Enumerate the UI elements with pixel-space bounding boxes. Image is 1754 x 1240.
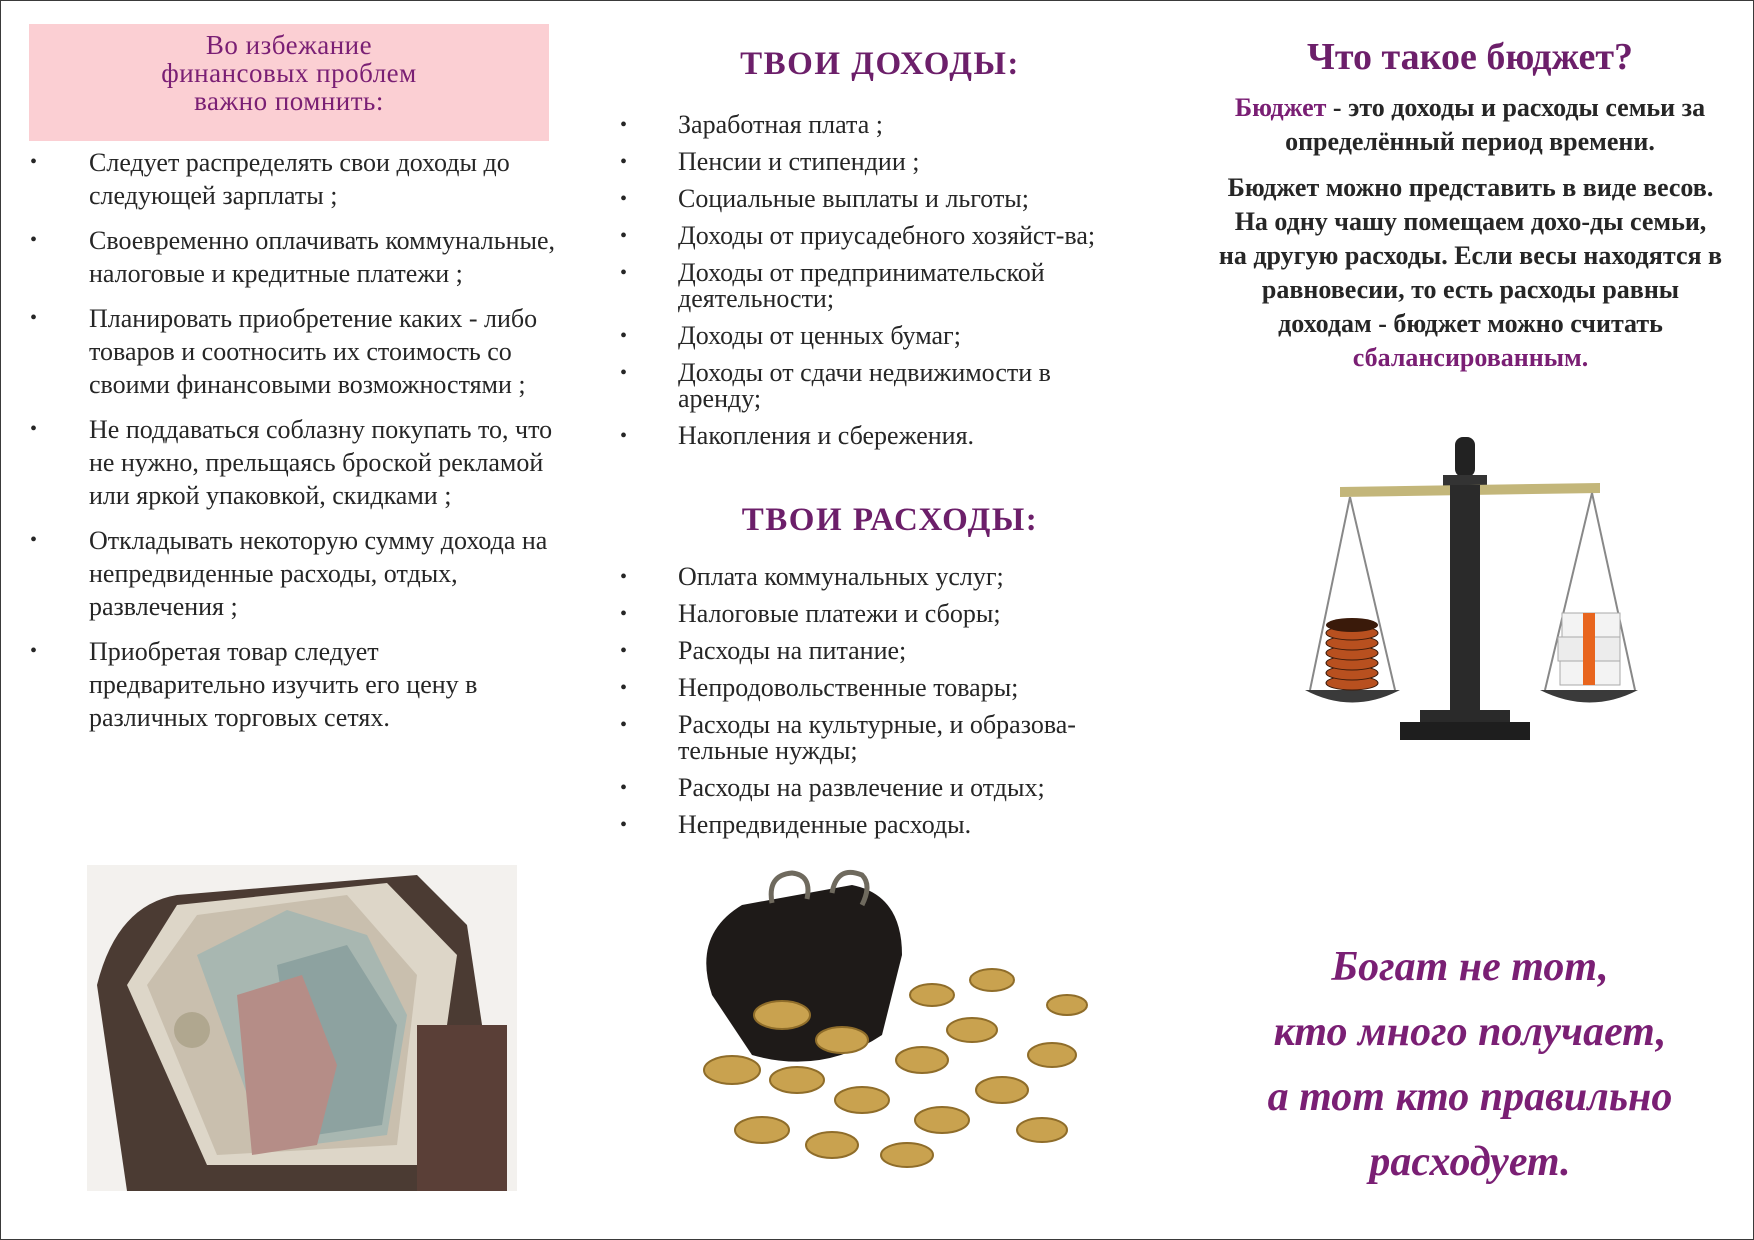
warning-line: Во избежание <box>205 30 373 60</box>
quote-line: Богат не тот, <box>1331 944 1609 990</box>
income-item: • Социальные выплаты и льготы; <box>0 186 1138 212</box>
budget-term: Бюджет <box>1234 93 1327 122</box>
expense-item: • Расходы на культурные, и образова-тельные нужды; <box>0 712 1138 764</box>
purse-with-coins-image <box>672 865 1100 1173</box>
budget-definition-text: - это доходы и расходы семьи за определённый период времени. <box>1285 93 1706 156</box>
income-list <box>0 112 1150 460</box>
budget-scale-description <box>1218 171 1723 375</box>
balance-scale-image <box>1300 425 1640 765</box>
quote-line: кто много получает, <box>1273 1009 1667 1055</box>
expense-item: • Налоговые платежи и сборы; <box>0 601 1138 627</box>
budget-scale-text: Бюджет можно представить в виде весов. На одну чашу помещаем дохо-ды семьи, на другую расходы. Если весы находятся в равновесии, то есть расходы равны доходам - бюджет можно считать <box>1218 173 1723 338</box>
expense-item: • Расходы на питание; <box>0 638 1138 664</box>
tip-item: • Планировать приобретение каких - либо товаров и соотносить их стоимость со своими финансовыми возможностями ; <box>0 302 560 401</box>
income-item: • Доходы от предпринимательской деятельности; <box>0 260 1138 312</box>
expenses-list <box>0 564 1150 849</box>
expense-item: • Оплата коммунальных услуг; <box>0 564 1138 590</box>
expenses-heading: ТВОИ РАСХОДЫ: <box>741 502 1039 538</box>
budget-balanced-word: сбалансированным. <box>1352 343 1589 372</box>
income-item: • Доходы от сдачи недвижимости в аренду; <box>0 360 1138 412</box>
budget-definition <box>1215 91 1725 159</box>
income-item: • Заработная плата ; <box>0 112 1138 138</box>
warning-line: важно помнить: <box>194 86 384 116</box>
expense-item: • Непродовольственные товары; <box>0 675 1138 701</box>
quote-line: расходует. <box>1369 1139 1571 1185</box>
income-item: • Накопления и сбережения. <box>0 423 1138 449</box>
quote-line: а тот кто правильно <box>1267 1074 1673 1120</box>
income-item: • Доходы от приусадебного хозяйст-ва; <box>0 223 1138 249</box>
income-item: • Пенсии и стипендии ; <box>0 149 1138 175</box>
budget-title: Что такое бюджет? <box>1306 36 1634 78</box>
tip-item: • Приобретая товар следует предварительно изучить его цену в различных торговых сетях. <box>0 635 560 734</box>
warning-line: финансовых проблем <box>161 58 417 88</box>
expense-item: • Расходы на развлечение и отдых; <box>0 775 1138 801</box>
tip-item: • Своевременно оплачивать коммунальные, налоговые и кредитные платежи ; <box>0 224 560 290</box>
income-item: • Доходы от ценных бумаг; <box>0 323 1138 349</box>
tip-item: • Следует распределять свои доходы до следующей зарплаты ; <box>0 146 560 212</box>
tip-item: • Откладывать некоторую сумму дохода на непредвиденные расходы, отдых, развлечения ; <box>0 524 560 623</box>
income-heading: ТВОИ ДОХОДЫ: <box>740 46 1020 82</box>
wallet-with-banknotes-image <box>87 865 517 1191</box>
expense-item: • Непредвиденные расходы. <box>0 812 1138 838</box>
tip-item: • Не поддаваться соблазну покупать то, что не нужно, прельщаясь броской рекламой или яркой упаковкой, скидками ; <box>0 413 560 512</box>
quote <box>1220 935 1720 1195</box>
